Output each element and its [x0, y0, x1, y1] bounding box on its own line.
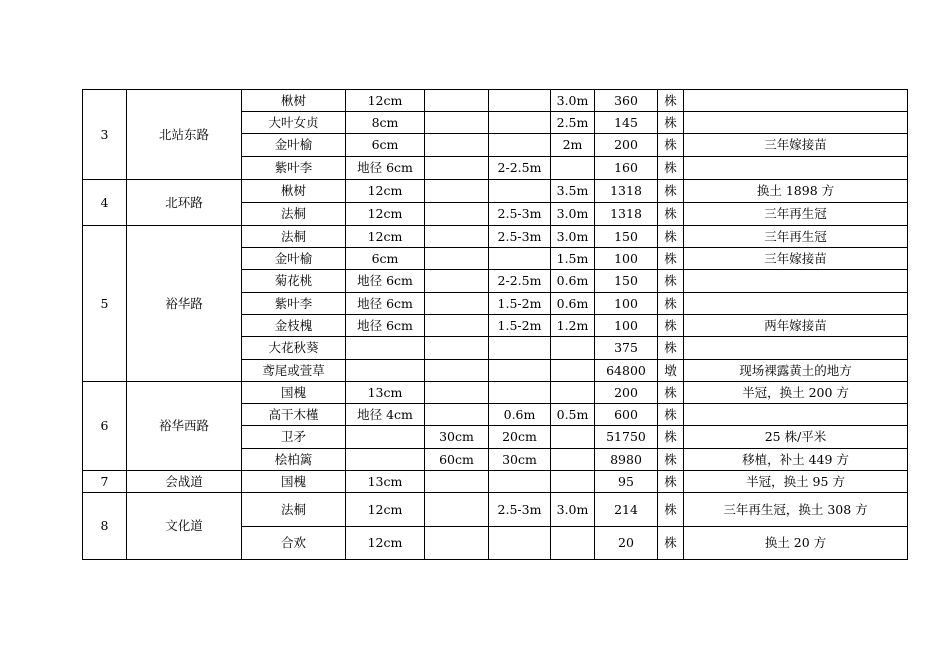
size-b-cell: [489, 90, 551, 112]
size-c-cell: 1.2m: [551, 315, 595, 337]
quantity-cell: 20: [595, 527, 658, 560]
remark-cell: 三年再生冠: [684, 226, 908, 248]
size-c-cell: 0.5m: [551, 404, 595, 426]
remark-cell: [684, 337, 908, 360]
spec-cell: [346, 360, 425, 382]
size-c-cell: [551, 382, 595, 404]
unit-cell: 株: [658, 471, 684, 493]
unit-cell: 株: [658, 527, 684, 560]
road-name: 北站东路: [127, 90, 242, 180]
quantity-cell: 360: [595, 90, 658, 112]
size-a-cell: [425, 360, 489, 382]
size-a-cell: [425, 315, 489, 337]
spec-cell: [346, 337, 425, 360]
size-a-cell: [425, 293, 489, 315]
plant-name: 金叶榆: [242, 134, 346, 157]
remark-cell: [684, 112, 908, 134]
unit-cell: 株: [658, 112, 684, 134]
quantity-cell: 214: [595, 493, 658, 527]
quantity-cell: 200: [595, 134, 658, 157]
plant-name: 法桐: [242, 226, 346, 248]
quantity-cell: 150: [595, 226, 658, 248]
unit-cell: 墩: [658, 360, 684, 382]
unit-cell: 株: [658, 134, 684, 157]
quantity-cell: 200: [595, 382, 658, 404]
plant-name: 国槐: [242, 382, 346, 404]
size-c-cell: 2.5m: [551, 112, 595, 134]
size-b-cell: [489, 134, 551, 157]
plant-name: 楸树: [242, 90, 346, 112]
size-a-cell: [425, 90, 489, 112]
road-name: 裕华路: [127, 226, 242, 382]
size-c-cell: 3.0m: [551, 203, 595, 226]
remark-cell: [684, 90, 908, 112]
unit-cell: 株: [658, 270, 684, 293]
spec-cell: 12cm: [346, 527, 425, 560]
remark-cell: 两年嫁接苗: [684, 315, 908, 337]
quantity-cell: 145: [595, 112, 658, 134]
size-b-cell: 2.5-3m: [489, 493, 551, 527]
size-b-cell: [489, 180, 551, 203]
road-name: 会战道: [127, 471, 242, 493]
size-b-cell: 2.5-3m: [489, 226, 551, 248]
spec-cell: 12cm: [346, 493, 425, 527]
table-row: [83, 180, 908, 203]
plant-name: 菊花桃: [242, 270, 346, 293]
size-c-cell: [551, 449, 595, 471]
size-a-cell: [425, 112, 489, 134]
plant-name: 紫叶李: [242, 293, 346, 315]
unit-cell: 株: [658, 315, 684, 337]
remark-cell: [684, 293, 908, 315]
remark-cell: 移植，补土 449 方: [684, 449, 908, 471]
table-row: [83, 471, 908, 493]
remark-cell: [684, 157, 908, 180]
size-a-cell: [425, 203, 489, 226]
quantity-cell: 600: [595, 404, 658, 426]
size-a-cell: [425, 337, 489, 360]
section-number: 8: [83, 493, 127, 560]
remark-cell: 现场裸露黄土的地方: [684, 360, 908, 382]
size-c-cell: 3.0m: [551, 90, 595, 112]
plant-name: 金叶榆: [242, 248, 346, 270]
size-b-cell: 2.5-3m: [489, 203, 551, 226]
size-b-cell: 2-2.5m: [489, 270, 551, 293]
remark-cell: 半冠，换土 200 方: [684, 382, 908, 404]
size-a-cell: [425, 471, 489, 493]
unit-cell: 株: [658, 226, 684, 248]
table-body: [83, 90, 908, 560]
size-b-cell: 30cm: [489, 449, 551, 471]
size-a-cell: [425, 248, 489, 270]
unit-cell: 株: [658, 382, 684, 404]
quantity-cell: 51750: [595, 426, 658, 449]
plant-name: 鸢尾或萱草: [242, 360, 346, 382]
size-b-cell: [489, 112, 551, 134]
remark-cell: 三年再生冠: [684, 203, 908, 226]
unit-cell: 株: [658, 180, 684, 203]
size-a-cell: [425, 493, 489, 527]
spec-cell: 12cm: [346, 203, 425, 226]
spec-cell: 13cm: [346, 382, 425, 404]
section-number: 6: [83, 382, 127, 471]
unit-cell: 株: [658, 426, 684, 449]
remark-cell: 换土 1898 方: [684, 180, 908, 203]
plant-name: 紫叶李: [242, 157, 346, 180]
size-b-cell: [489, 360, 551, 382]
quantity-cell: 1318: [595, 203, 658, 226]
quantity-cell: 150: [595, 270, 658, 293]
spec-cell: [346, 426, 425, 449]
remark-cell: [684, 404, 908, 426]
size-c-cell: [551, 337, 595, 360]
size-a-cell: [425, 270, 489, 293]
size-c-cell: 0.6m: [551, 293, 595, 315]
unit-cell: 株: [658, 493, 684, 527]
quantity-cell: 100: [595, 315, 658, 337]
size-c-cell: [551, 360, 595, 382]
quantity-cell: 95: [595, 471, 658, 493]
spec-cell: 12cm: [346, 226, 425, 248]
unit-cell: 株: [658, 404, 684, 426]
unit-cell: 株: [658, 90, 684, 112]
size-b-cell: [489, 527, 551, 560]
spec-cell: 12cm: [346, 180, 425, 203]
size-b-cell: [489, 248, 551, 270]
plant-name: 大花秋葵: [242, 337, 346, 360]
size-c-cell: [551, 471, 595, 493]
section-number: 4: [83, 180, 127, 226]
size-c-cell: 3.0m: [551, 226, 595, 248]
plant-name: 法桐: [242, 203, 346, 226]
unit-cell: 株: [658, 337, 684, 360]
remark-cell: [684, 270, 908, 293]
size-b-cell: 1.5-2m: [489, 315, 551, 337]
spec-cell: 8cm: [346, 112, 425, 134]
size-b-cell: [489, 471, 551, 493]
size-c-cell: [551, 157, 595, 180]
size-a-cell: [425, 180, 489, 203]
quantity-cell: 375: [595, 337, 658, 360]
plant-name: 楸树: [242, 180, 346, 203]
remark-cell: 换土 20 方: [684, 527, 908, 560]
spec-cell: 13cm: [346, 471, 425, 493]
table-row: [83, 90, 908, 112]
size-c-cell: [551, 426, 595, 449]
size-a-cell: [425, 527, 489, 560]
size-a-cell: [425, 157, 489, 180]
size-b-cell: 2-2.5m: [489, 157, 551, 180]
plant-name: 法桐: [242, 493, 346, 527]
quantity-cell: 64800: [595, 360, 658, 382]
size-c-cell: 1.5m: [551, 248, 595, 270]
unit-cell: 株: [658, 293, 684, 315]
section-number: 5: [83, 226, 127, 382]
size-c-cell: 2m: [551, 134, 595, 157]
spec-cell: [346, 449, 425, 471]
plant-name: 合欢: [242, 527, 346, 560]
remark-cell: 三年嫁接苗: [684, 248, 908, 270]
unit-cell: 株: [658, 203, 684, 226]
spec-cell: 地径 6cm: [346, 270, 425, 293]
unit-cell: 株: [658, 157, 684, 180]
plant-name: 桧柏篱: [242, 449, 346, 471]
size-b-cell: 20cm: [489, 426, 551, 449]
size-c-cell: 0.6m: [551, 270, 595, 293]
section-number: 7: [83, 471, 127, 493]
plant-name: 金枝槐: [242, 315, 346, 337]
unit-cell: 株: [658, 449, 684, 471]
plant-name: 大叶女贞: [242, 112, 346, 134]
spec-cell: 地径 4cm: [346, 404, 425, 426]
remark-cell: 半冠，换土 95 方: [684, 471, 908, 493]
size-a-cell: [425, 404, 489, 426]
plant-name: 高干木槿: [242, 404, 346, 426]
size-b-cell: 1.5-2m: [489, 293, 551, 315]
spec-cell: 地径 6cm: [346, 315, 425, 337]
plant-name: 国槐: [242, 471, 346, 493]
quantity-cell: 160: [595, 157, 658, 180]
size-c-cell: 3.0m: [551, 493, 595, 527]
quantity-cell: 1318: [595, 180, 658, 203]
size-a-cell: 30cm: [425, 426, 489, 449]
spec-cell: 6cm: [346, 248, 425, 270]
remark-cell: 三年再生冠，换土 308 方: [684, 493, 908, 527]
unit-cell: 株: [658, 248, 684, 270]
spec-cell: 12cm: [346, 90, 425, 112]
quantity-cell: 100: [595, 293, 658, 315]
size-a-cell: 60cm: [425, 449, 489, 471]
quantity-cell: 8980: [595, 449, 658, 471]
remark-cell: 三年嫁接苗: [684, 134, 908, 157]
spec-cell: 地径 6cm: [346, 157, 425, 180]
table-row: [83, 382, 908, 404]
spec-cell: 地径 6cm: [346, 293, 425, 315]
road-name: 文化道: [127, 493, 242, 560]
plant-name: 卫矛: [242, 426, 346, 449]
quantity-cell: 100: [595, 248, 658, 270]
road-name: 北环路: [127, 180, 242, 226]
planting-table: [82, 89, 908, 560]
size-a-cell: [425, 382, 489, 404]
spec-cell: 6cm: [346, 134, 425, 157]
size-a-cell: [425, 134, 489, 157]
size-b-cell: [489, 337, 551, 360]
road-name: 裕华西路: [127, 382, 242, 471]
size-a-cell: [425, 226, 489, 248]
remark-cell: 25 株/平米: [684, 426, 908, 449]
size-c-cell: [551, 527, 595, 560]
size-c-cell: 3.5m: [551, 180, 595, 203]
table-row: [83, 226, 908, 248]
section-number: 3: [83, 90, 127, 180]
table-row: [83, 493, 908, 527]
size-b-cell: [489, 382, 551, 404]
size-b-cell: 0.6m: [489, 404, 551, 426]
